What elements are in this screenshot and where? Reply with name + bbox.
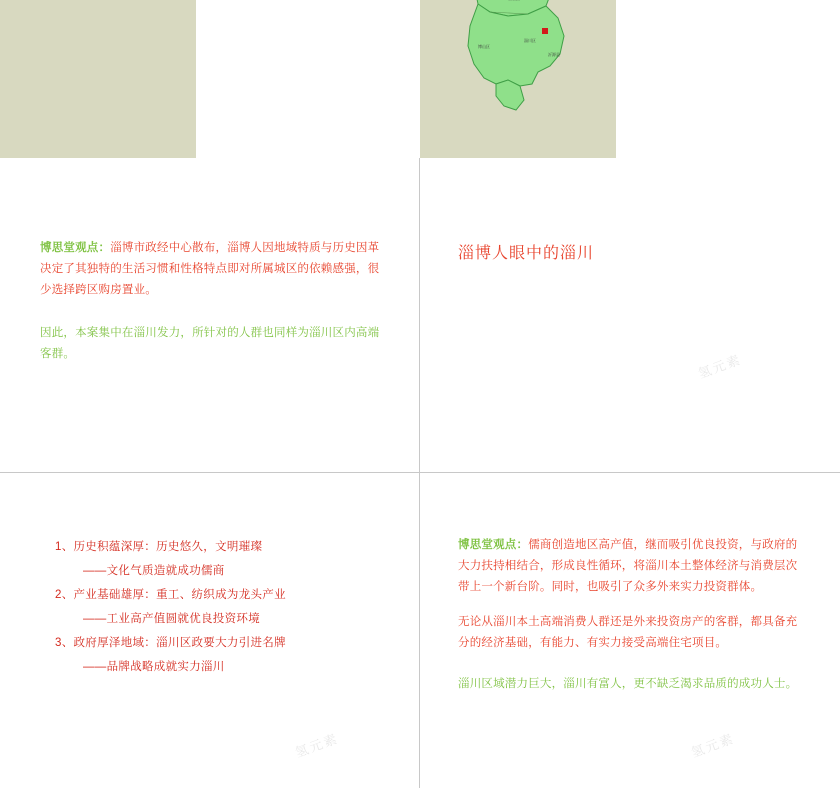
conclusion-lead: 博思堂观点： bbox=[458, 539, 529, 551]
conclusion-block bbox=[458, 535, 808, 695]
viewpoint-paragraph-1 bbox=[40, 238, 385, 301]
conclusion-paragraph-2: 无论从淄川本土高端消费人群还是外来投资房产的客群，都具备充分的经济基础，有能力、有实力接受高端住宅项目。 bbox=[458, 616, 798, 649]
zibo-map-svg bbox=[420, 0, 616, 158]
slide-bottom-right bbox=[420, 473, 840, 788]
list-item-sub: ——文化气质造就成功儒商 bbox=[83, 565, 225, 577]
slide-middle-right bbox=[420, 158, 840, 473]
map-canvas bbox=[0, 0, 196, 158]
viewpoint-text-1: 淄博市政经中心散布，淄博人因地域特质与历史因革决定了其独特的生活习惯和性格特点即对所属城区的依赖感强，很少选择跨区购房置业。 bbox=[40, 242, 380, 296]
map-label-zhangdian bbox=[508, 0, 520, 2]
map-label-boshan: 博山区 bbox=[478, 44, 490, 49]
watermark: 氢元素 bbox=[696, 351, 744, 382]
viewpoint-lead: 博思堂观点： bbox=[40, 242, 111, 254]
list-item-sub: ——品牌战略成就实力淄川 bbox=[83, 661, 225, 673]
section-title: 淄博人眼中的淄川 bbox=[458, 245, 595, 262]
viewpoint-block bbox=[40, 238, 385, 365]
slide-bottom-left bbox=[0, 473, 420, 788]
list-item-sub: ——工业高产值圆就优良投资环境 bbox=[83, 613, 260, 625]
map-stage-right bbox=[420, 0, 840, 158]
slide-middle-left bbox=[0, 158, 420, 473]
map-image bbox=[420, 0, 616, 158]
map-label-yiyuan: 沂源县 bbox=[548, 52, 560, 57]
list-item: 1、历史积蕴深厚：历史悠久，文明璀璨 bbox=[55, 541, 263, 553]
viewpoint-paragraph-2: 因此，本案集中在淄川发力，所针对的人群也同样为淄川区内高端客群。 bbox=[40, 327, 380, 360]
map-stage bbox=[0, 0, 420, 158]
list-item: 3、政府厚泽地域：淄川区政要大力引进名牌 bbox=[55, 637, 286, 649]
map-center-marker-icon bbox=[542, 28, 548, 34]
map-label-zichuan: 淄川区 bbox=[524, 38, 536, 43]
conclusion-text-1: 儒商创造地区高产值，继而吸引优良投资，与政府的大力扶持相结合，形成良性循环，将淄川本土整体经济与消费层次带上一个新台阶。同时，也吸引了众多外来实力投资群体。 bbox=[458, 539, 798, 593]
slide-top-right bbox=[420, 0, 840, 158]
slide-top-left bbox=[0, 0, 420, 158]
watermark: 氢元素 bbox=[689, 730, 737, 761]
conclusion-paragraph-1 bbox=[458, 535, 808, 598]
advantage-list bbox=[55, 535, 385, 679]
watermark: 氢元素 bbox=[293, 730, 341, 761]
conclusion-paragraph-3: 淄川区域潜力巨大，淄川有富人，更不缺乏渴求品质的成功人士。 bbox=[458, 678, 798, 690]
list-item: 2、产业基础雄厚：重工、纺织成为龙头产业 bbox=[55, 589, 286, 601]
